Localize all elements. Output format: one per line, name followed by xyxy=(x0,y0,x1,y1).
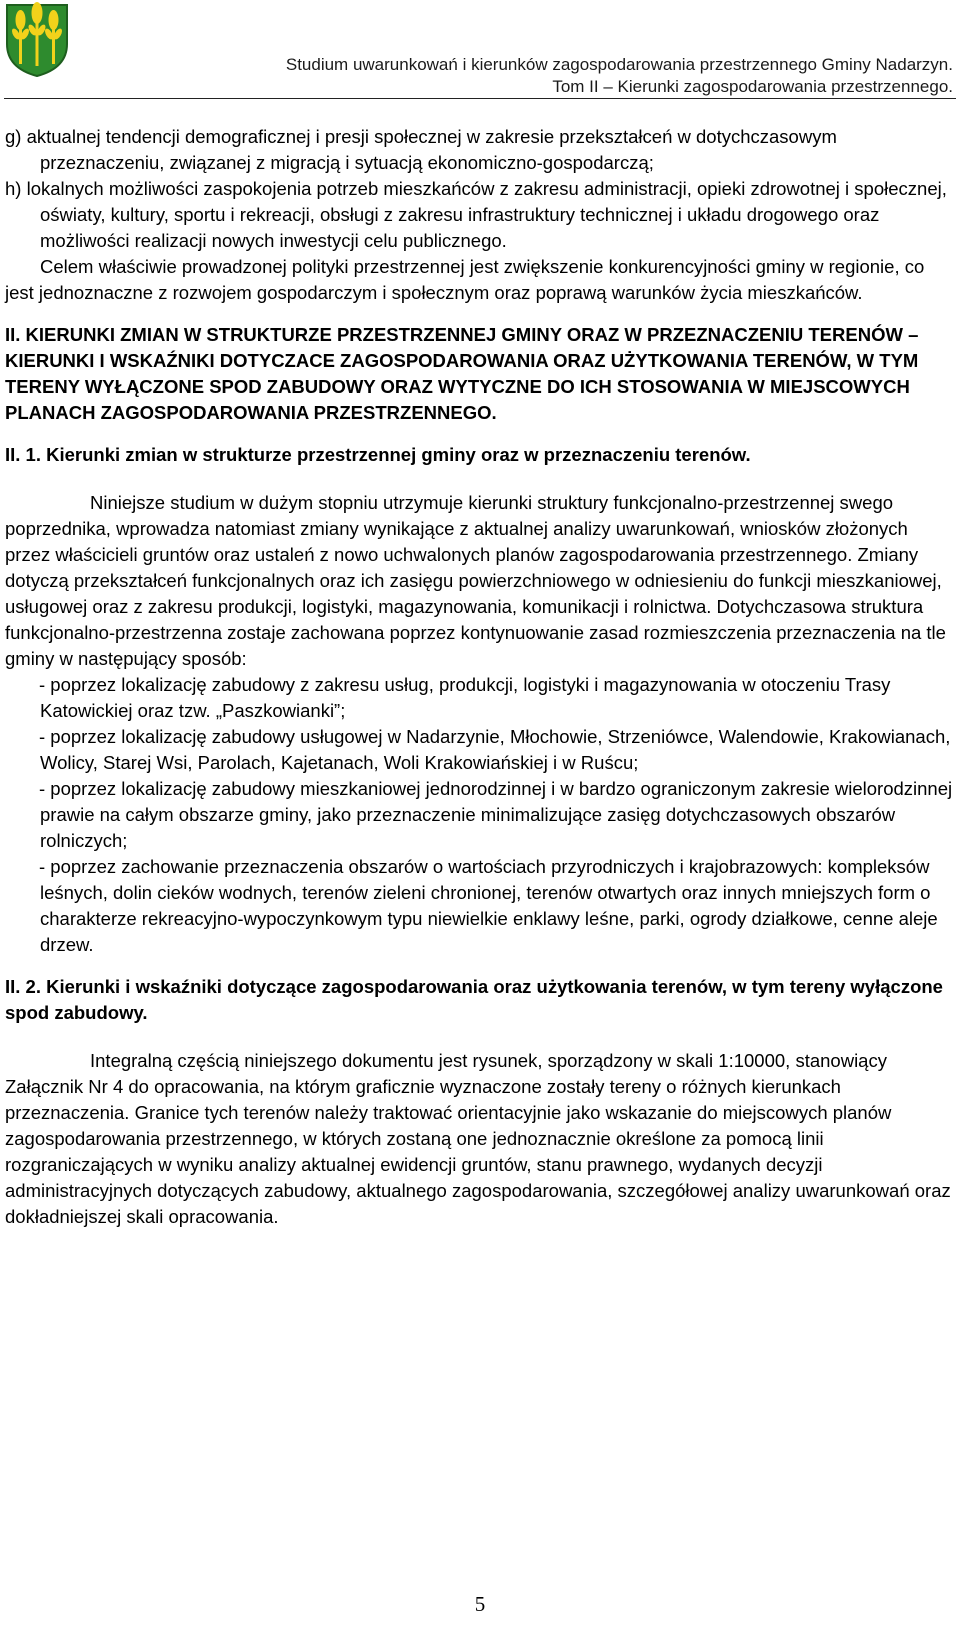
list-item-g: g) aktualnej tendencji demograficznej i presji społecznej w zakresie przekształceń w dotychczasowym przeznaczeniu, związanej z migracją i sytuacją ekonomiczno-gospodarczą; xyxy=(5,126,837,173)
subsection-1-paragraph: Niniejsze studium w dużym stopniu utrzymuje kierunki struktury funkcjonalno-przestrzennej swego poprzednika, wprowadza natomiast zmiany wynikające z aktualnej analizy uwarunkowań, wniosków złożonych przez właścicieli gruntów oraz ustaleń z nowo uchwalonych planów zagospodarowania przestrzennego. Zmiany dotyczą przekształceń funkcjonalnych oraz ich zasięgu powierzchniowego w odniesieniu do funkcji mieszkaniowej, usługowej oraz z zakresu produkcji, logistyki, magazynowania, komunikacji i rolnictwa. Dotychczasowa struktura funkcjonalno-przestrzenna zostaje zachowana poprzez kontynuowanie zasad rozmieszczenia przeznaczenia na tle gminy w następujący sposób: xyxy=(5,492,946,669)
page-number: 5 xyxy=(474,1592,486,1616)
coat-of-arms-icon xyxy=(4,2,70,78)
header-subtitle: Tom II – Kierunki zagospodarowania przestrzennego. xyxy=(552,77,953,96)
list-item-h: h) lokalnych możliwości zaspokojenia potrzeb mieszkańców z zakresu administracji, opieki zdrowotnej i społecznej, oświaty, kultury, sportu i rekreacji, obsługi z zakresu infrastruktury technicznej i układu drogowego oraz możliwości realizacji nowych inwestycji celu publicznego. xyxy=(5,178,947,251)
list-item: - poprzez lokalizację zabudowy usługowej w Nadarzynie, Młochowie, Strzeniówce, Walendowie, Krakowianach, Wolicy, Starej Wsi, Parolach, Kajetanach, Woli Krakowiańskiej i w Ruścu; xyxy=(39,726,951,773)
header-divider xyxy=(4,98,956,99)
list-item: - poprzez zachowanie przeznaczenia obszarów o wartościach przyrodniczych i krajobrazowych: kompleksów leśnych, dolin cieków wodnych, terenów zieleni chronionej, terenów otwartych oraz innych mniejszych form o charakterze rekreacyjno-wypoczynkowym typu niewielkie enklawy leśne, parki, ogrody działkowe, cenne aleje drzew. xyxy=(39,856,938,955)
list-item: - poprzez lokalizację zabudowy z zakresu usług, produkcji, logistyki i magazynowania w otoczeniu Trasy Katowickiej oraz tzw. „Paszkowianki”; xyxy=(39,674,891,721)
section-heading: II. KIERUNKI ZMIAN W STRUKTURZE PRZESTRZENNEJ GMINY ORAZ W PRZEZNACZENIU TERENÓW – KIERUNKI I WSKAŹNIKI DOTYCZACE ZAGOSPODAROWANIA ORAZ UŻYTKOWANIA TERENÓW, W TYM TERENY WYŁĄCZONE SPOD ZABUDOWY ORAZ WYTYCZNE DO ICH STOSOWANIA W MIEJSCOWYCH PLANACH ZAGOSPODAROWANIA PRZESTRZENNEGO. xyxy=(5,324,919,423)
subsection-1-heading: II. 1. Kierunki zmian w strukturze przestrzennej gminy oraz w przeznaczeniu terenów. xyxy=(5,444,751,465)
paragraph-celem: Celem właściwie prowadzonej polityki przestrzennej jest zwiększenie konkurencyjności gminy w regionie, co jest jednoznaczne z rozwojem gospodarczym i społecznym oraz poprawą warunków życia mieszkańców. xyxy=(5,256,925,303)
header-text xyxy=(286,54,953,98)
list-item: - poprzez lokalizację zabudowy mieszkaniowej jednorodzinnej i w bardzo ograniczonym zakresie wielorodzinnej prawie na całym obszarze gminy, jako przeznaczenie minimalizujące zasięg dotychczasowych obszarów rolniczych; xyxy=(39,778,953,851)
page-header xyxy=(0,0,960,100)
header-title: Studium uwarunkowań i kierunków zagospodarowania przestrzennego Gminy Nadarzyn. xyxy=(285,55,953,74)
subsection-2-paragraph: Integralną częścią niniejszego dokumentu jest rysunek, sporządzony w skali 1:10000, stanowiący Załącznik Nr 4 do opracowania, na którym graficznie wyznaczone zostały tereny o różnych kierunkach przeznaczenia. Granice tych terenów należy traktować orientacyjnie jako wskazanie do miejscowych planów zagospodarowania przestrzennego, w których zostaną one jednoznacznie określone za pomocą linii rozgraniczających w wyniku analizy aktualnej ewidencji gruntów, stanu prawnego, wydanych decyzji administracyjnych dotyczących zabudowy, aktualnego zagospodarowania, szczegółowej analizy uwarunkowań oraz dokładniejszej skali opracowania. xyxy=(5,1050,951,1227)
subsection-2-heading: II. 2. Kierunki i wskaźniki dotyczące zagospodarowania oraz użytkowania terenów, w tym tereny wyłączone spod zabudowy. xyxy=(5,976,943,1023)
document-body xyxy=(5,124,955,1230)
